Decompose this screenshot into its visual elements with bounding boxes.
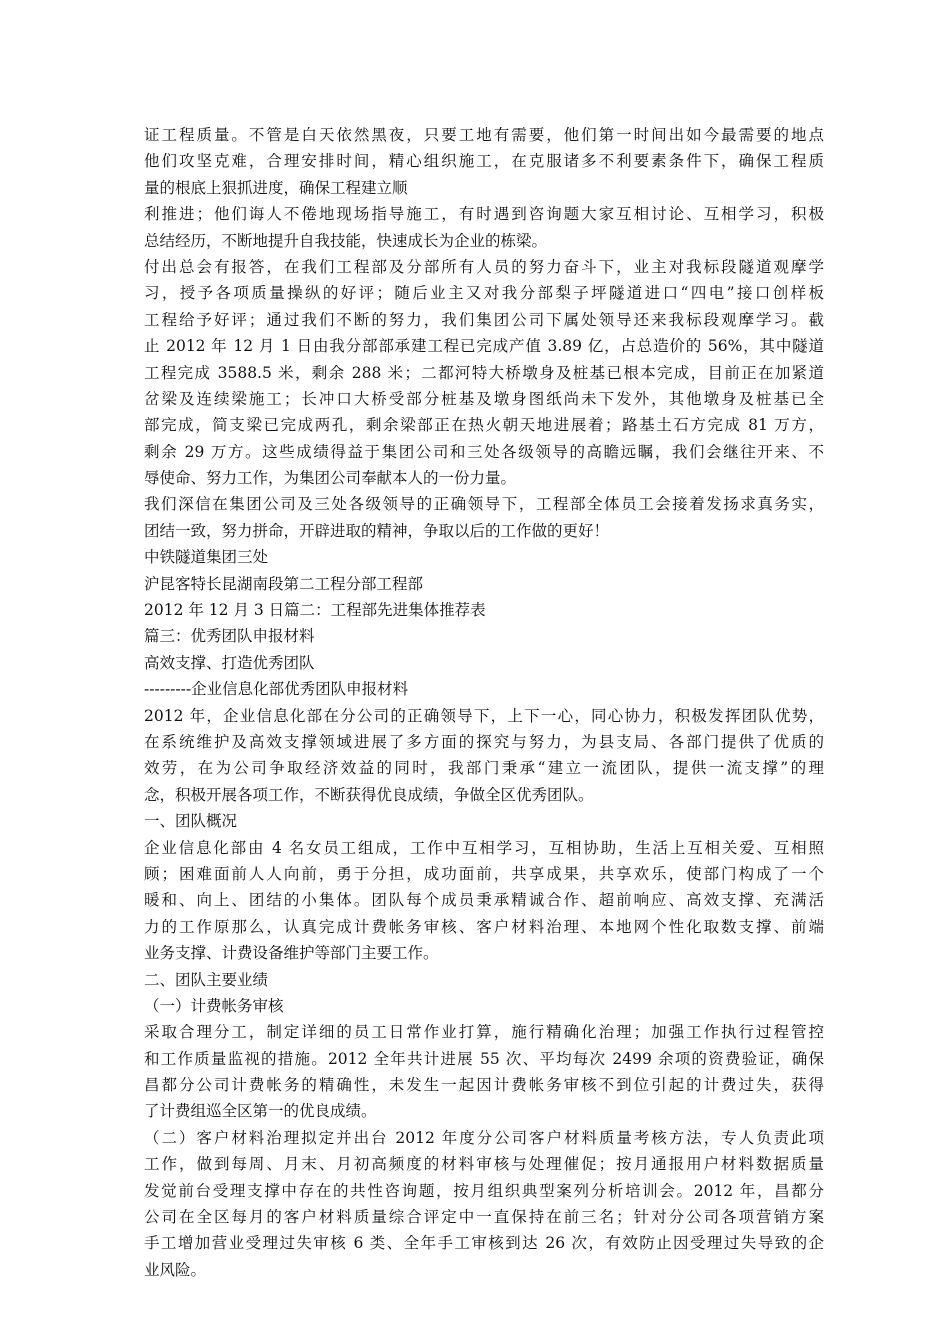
text-line: （二）客户材料治理拟定并出台 2012 年度分公司客户材料质量考核方法，专人负责此项 bbox=[144, 1128, 824, 1147]
text-line: 企业信息化部由 4 名女员工组成，工作中互相学习，互相协助，生活上互相关爱、互相照 bbox=[144, 838, 824, 857]
text-line: 利推进；他们诲人不倦地现场指导施工，有时遇到咨询题大家互相讨论、互相学习，积极 bbox=[144, 205, 824, 224]
document-page bbox=[144, 122, 824, 1283]
text-line: ---------企业信息化部优秀团队申报材料 bbox=[144, 680, 409, 699]
text-line: 付出总会有报答，在我们工程部及分部所有人员的努力奋斗下，业主对我标段隧道观摩学 bbox=[144, 257, 824, 276]
text-line: 部完成，简支梁已完成两孔，剩余梁部正在热火朝天地进展着；路基土石方完成 81 万方， bbox=[144, 416, 824, 435]
text-line: 剩余 29 万方。这些成绩得益于集团公司和三处各级领导的高瞻远瞩，我们会继往开来、不 bbox=[144, 442, 824, 461]
text-line: 团结一致，努力拼命，开辟进取的精神，争取以后的工作做的更好！ bbox=[144, 521, 610, 540]
text-line: 止 2012 年 12 月 1 日由我分部部承建工程已完成产值 3.89 亿，占总造价的 56%，其中隧道 bbox=[144, 337, 824, 356]
text-line: 沪昆客特长昆湖南段第二工程分部工程部 bbox=[144, 574, 424, 593]
text-line: 他们攻坚克难，合理安排时间，精心组织施工，在克服诸多不利要素条件下，确保工程质 bbox=[144, 152, 824, 171]
text-line: 顾；困难面前人人向前，勇于分担，成功面前，共享成果，共享欢乐，使部门构成了一个 bbox=[144, 864, 824, 883]
text-line: 公司在全区每月的客户材料质量综合评定中一直保持在前三名；针对分公司各项营销方案 bbox=[144, 1208, 824, 1227]
text-line: 工作，做到每周、月末、月初高频度的材料审核与处理催促；按月通报用户材料数据质量 bbox=[144, 1155, 824, 1174]
text-line: 效劳，在为公司争取经济效益的同时，我部门秉承“建立一流团队，提供一流支撑”的理 bbox=[144, 759, 824, 778]
text-line: 我们深信在集团公司及三处各级领导的正确领导下，工程部全体员工会接着发扬求真务实， bbox=[144, 495, 824, 514]
text-line: 一、团队概况 bbox=[144, 812, 238, 831]
text-line: 二、团队主要业绩 bbox=[144, 970, 269, 989]
text-line: 工程完成 3588.5 米，剩余 288 米；二都河特大桥墩身及桩基已根本完成，目前正在加紧道 bbox=[144, 363, 824, 382]
text-line: 辱使命、努力工作，为集团公司奉献本人的一份力量。 bbox=[144, 469, 517, 488]
text-line: 篇三：优秀团队申报材料 bbox=[144, 627, 315, 646]
text-line: 证工程质量。不管是白天依然黑夜，只要工地有需要，他们第一时间出如今最需要的地点 bbox=[144, 126, 824, 144]
text-line: 2012 年，企业信息化部在分公司的正确领导下，上下一心，同心协力，积极发挥团队优势， bbox=[144, 706, 824, 725]
text-line: 念，积极开展各项工作，不断获得优良成绩，争做全区优秀团队。 bbox=[144, 785, 594, 804]
text-line: 暖和、向上、团结的小集体。团队每个成员秉承精诚合作、超前响应、高效支撑、充满活 bbox=[144, 891, 824, 910]
text-line: 在系统维护及高效支撑领域进展了多方面的探究与努力，为县支局、各部门提供了优质的 bbox=[144, 732, 824, 751]
text-line: （一）计费帐务审核 bbox=[144, 996, 284, 1015]
text-line: 力的工作原那么，认真完成计费帐务审核、客户材料治理、本地网个性化取数支撑、前端 bbox=[144, 917, 824, 936]
text-line: 总结经历，不断地提升自我技能，快速成长为企业的栋梁。 bbox=[144, 231, 548, 250]
text-line: 发觉前台受理支撑中存在的共性咨询题，按月组织典型案列分析培训会。2012 年，昌都分 bbox=[144, 1181, 824, 1200]
text-line: 工程给予好评；通过我们不断的努力，我们集团公司下属处领导还来我标段观摩学习。截 bbox=[144, 310, 824, 329]
text-line: 了计费组巡全区第一的优良成绩。 bbox=[144, 1102, 377, 1121]
text-line: 业务支撑、计费设备维护等部门主要工作。 bbox=[144, 944, 439, 963]
text-line: 高效支撑、打造优秀团队 bbox=[144, 653, 315, 672]
text-line: 岔梁及连续梁施工；长冲口大桥受部分桩基及墩身图纸尚未下发外，其他墩身及桩基已全 bbox=[144, 389, 824, 408]
text-line: 中铁隧道集团三处 bbox=[144, 548, 269, 567]
text-line: 习，授予各项质量操纵的好评；随后业主又对我分部梨子坪隧道进口“四电”接口创样板 bbox=[144, 284, 824, 303]
text-line: 手工增加营业受理过失审核 6 类、全年手工审核到达 26 次，有效防止因受理过失导致的企 bbox=[144, 1234, 824, 1253]
text-line: 昌都分公司计费帐务的精确性，未发生一起因计费帐务审核不到位引起的计费过失，获得 bbox=[144, 1076, 824, 1095]
text-line: 采取合理分工，制定详细的员工日常作业打算，施行精确化治理；加强工作执行过程管控 bbox=[144, 1023, 824, 1042]
text-line: 业风险。 bbox=[144, 1260, 207, 1279]
text-line: 2012 年 12 月 3 日篇二：工程部先进集体推荐表 bbox=[144, 601, 486, 620]
text-line: 和工作质量监视的措施。2012 全年共计进展 55 次、平均每次 2499 余项的资费验证，确保 bbox=[144, 1049, 824, 1068]
text-line: 量的根底上狠抓进度，确保工程建立顺 bbox=[144, 178, 408, 197]
